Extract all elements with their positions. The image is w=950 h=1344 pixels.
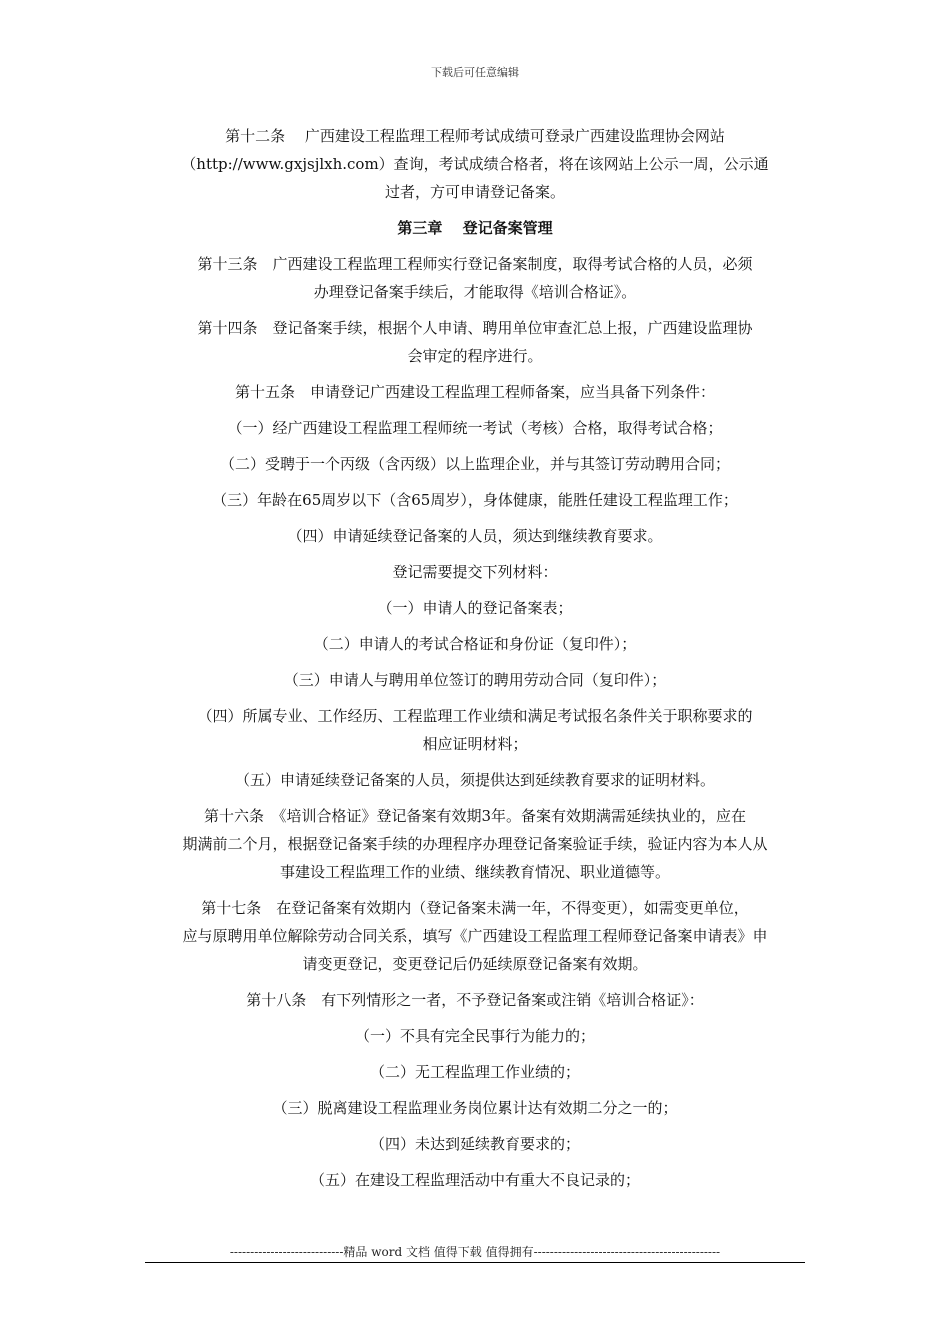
article-16-line-2: 期满前二个月，根据登记备案手续的办理程序办理登记备案验证手续，验证内容为本人从	[182, 835, 768, 853]
materials-item-4-line-1: （四）所属专业、工作经历、工程监理工作业绩和满足考试报名条件关于职称要求的	[197, 707, 753, 725]
article-17-line-1: 第十七条 在登记备案有效期内（登记备案未满一年，不得变更），如需变更单位，	[201, 899, 749, 917]
article-13-line-2: 办理登记备案手续后，才能取得《培训合格证》。	[313, 283, 637, 301]
materials-item-5: （五）申请延续登记备案的人员，须提供达到延续教育要求的证明材料。	[234, 771, 715, 789]
article-13-line-1: 第十三条 广西建设工程监理工程师实行登记备案制度，取得考试合格的人员，必须	[197, 255, 753, 273]
article-15-item-3: （三）年龄在65周岁以下（含65周岁），身体健康，能胜任建设工程监理工作；	[212, 491, 738, 509]
article-14-line-2: 会审定的程序进行。	[407, 347, 543, 365]
article-18-item-4: （四）未达到延续教育要求的；	[369, 1135, 580, 1153]
article-15-item-2: （二）受聘于一个丙级（含丙级）以上监理企业，并与其签订劳动聘用合同；	[219, 455, 730, 473]
article-15-item-4: （四）申请延续登记备案的人员，须达到继续教育要求。	[287, 527, 663, 545]
article-12-line-1: 第十二条 广西建设工程监理工程师考试成绩可登录广西建设监理协会网站	[225, 127, 725, 145]
article-17-line-3: 请变更登记，变更登记后仍延续原登记备案有效期。	[302, 955, 648, 973]
article-18-item-3: （三）脱离建设工程监理业务岗位累计达有效期二分之一的；	[272, 1099, 678, 1117]
materials-item-3: （三）申请人与聘用单位签订的聘用劳动合同（复印件）；	[283, 671, 667, 689]
chapter-3-heading: 第三章 登记备案管理	[397, 219, 553, 237]
materials-intro: 登记需要提交下列材料：	[392, 563, 558, 581]
article-18: 第十八条 有下列情形之一者，不予登记备案或注销《培训合格证》：	[246, 991, 704, 1009]
article-15: 第十五条 申请登记广西建设工程监理工程师备案，应当具备下列条件：	[234, 383, 715, 401]
article-17-line-2: 应与原聘用单位解除劳动合同关系，填写《广西建设工程监理工程师登记备案申请表》申	[182, 927, 768, 945]
article-12-line-2: （http://www.gxjsjlxh.com）查询，考试成绩合格者，将在该网站上公示一周，公示通	[181, 155, 769, 173]
article-14-line-1: 第十四条 登记备案手续，根据个人申请、聘用单位审查汇总上报，广西建设监理协	[197, 319, 753, 337]
article-16-line-1: 第十六条 《培训合格证》登记备案有效期3年。备案有效期满需延续执业的，应在	[203, 807, 747, 825]
page-header: 下载后可任意编辑	[431, 66, 519, 79]
article-18-item-2: （二）无工程监理工作业绩的；	[369, 1063, 580, 1081]
page-footer: ----------------------------精品 word 文档 值得下载 值得拥有----------------------------------------------	[229, 1245, 721, 1259]
footer-rule	[145, 1262, 805, 1263]
article-16-line-3: 事建设工程监理工作的业绩、继续教育情况、职业道德等。	[279, 863, 670, 881]
article-15-item-1: （一）经广西建设工程监理工程师统一考试（考核）合格，取得考试合格；	[227, 419, 723, 437]
article-12-line-3: 过者，方可申请登记备案。	[384, 183, 565, 201]
article-18-item-5: （五）在建设工程监理活动中有重大不良记录的；	[309, 1171, 640, 1189]
materials-item-1: （一）申请人的登记备案表；	[377, 599, 573, 617]
document-body	[145, 122, 805, 1194]
materials-item-4-line-2: 相应证明材料；	[422, 735, 528, 753]
materials-item-2: （二）申请人的考试合格证和身份证（复印件）；	[313, 635, 637, 653]
article-18-item-1: （一）不具有完全民事行为能力的；	[354, 1027, 595, 1045]
